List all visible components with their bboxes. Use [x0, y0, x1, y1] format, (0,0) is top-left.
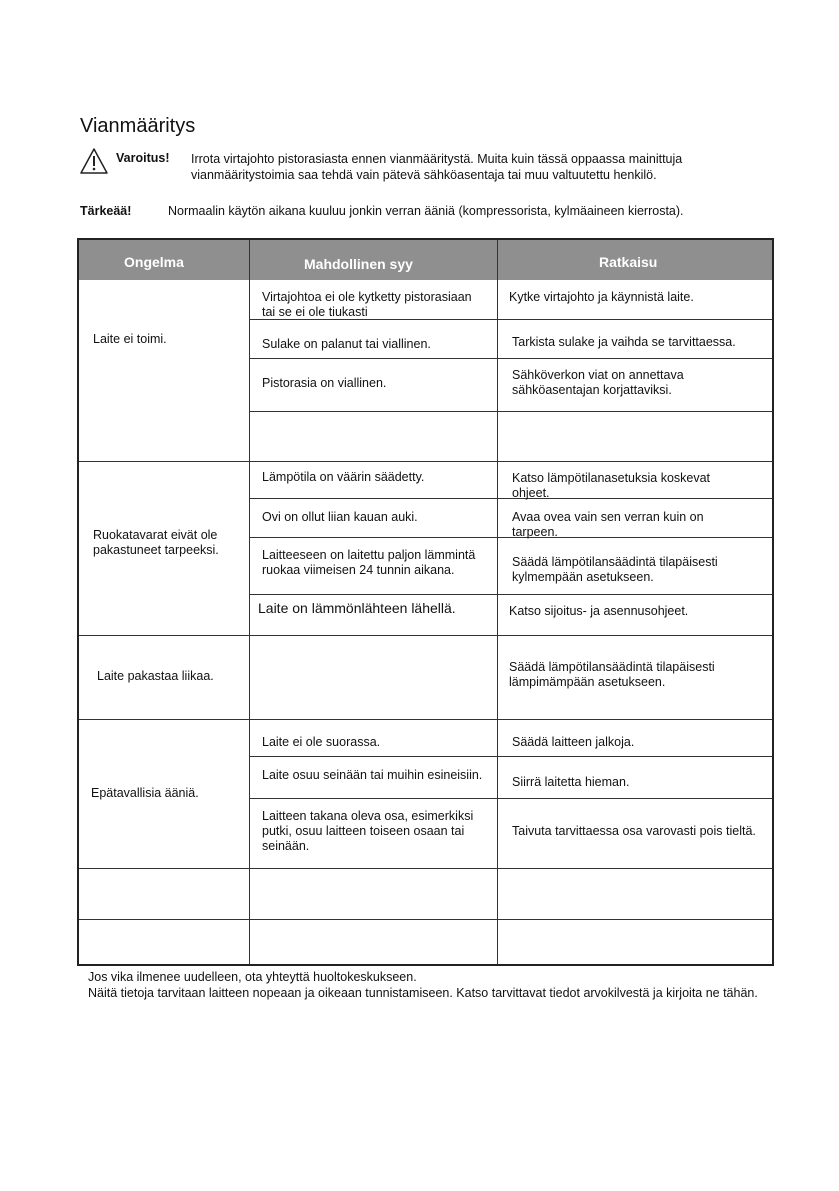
solution-cell: Katso lämpötilanasetuksia koskevat ohjeet. — [512, 471, 711, 500]
solution-cell: Säädä lämpötilansäädintä tilapäisesti kylmempään asetukseen. — [512, 555, 718, 584]
cause-cell: Ovi on ollut liian kauan auki. — [262, 510, 418, 524]
header-solution: Ratkaisu — [599, 254, 658, 270]
row-divider — [249, 358, 772, 359]
cause-cell: Laitteen takana oleva osa, esimerkiksi putki, osuu laitteen toiseen osaan tai seinään. — [262, 809, 474, 853]
important-label: Tärkeää! — [80, 204, 132, 218]
important-text: Normaalin käytön aikana kuuluu jonkin verran ääniä (kompressorista, kylmäaineen kierrosta). — [168, 204, 684, 218]
solution-cell: Sähköverkon viat on annettava sähköasentajan korjattaviksi. — [512, 368, 684, 397]
cause-cell: Laite osuu seinään tai muihin esineisiin. — [262, 768, 483, 782]
problem-cell: Laite pakastaa liikaa. — [97, 669, 214, 683]
row-divider — [79, 868, 772, 869]
solution-cell: Taivuta tarvittaessa osa varovasti pois tieltä. — [512, 824, 756, 838]
column-divider — [249, 240, 250, 964]
footer-line: Jos vika ilmenee uudelleen, ota yhteyttä huoltokeskukseen. — [88, 970, 417, 984]
row-divider — [79, 919, 772, 920]
solution-cell: Katso sijoitus- ja asennusohjeet. — [509, 604, 689, 618]
footer-note — [88, 969, 768, 1001]
column-divider — [497, 240, 498, 964]
warning-text: Irrota virtajohto pistorasiasta ennen vianmääritystä. Muita kuin tässä oppaassa mainittuja vianmääritystoimia saa tehdä vain pätevä sähköasentaja tai muu valtuutettu henkilö. — [191, 152, 683, 182]
problem-cell: Epätavallisia ääniä. — [91, 786, 199, 800]
solution-cell: Avaa ovea vain sen verran kuin on tarpeen. — [512, 510, 704, 539]
solution-cell: Säädä lämpötilansäädintä tilapäisesti lämpimämpään asetukseen. — [509, 660, 715, 689]
cause-cell: Laite on lämmönlähteen lähellä. — [258, 600, 456, 616]
cause-cell: Laite ei ole suorassa. — [262, 735, 381, 749]
row-divider — [79, 461, 772, 462]
problem-cell: Laite ei toimi. — [93, 332, 167, 346]
troubleshooting-table — [77, 238, 774, 966]
cause-cell: Laitteeseen on laitettu paljon lämmintä ruokaa viimeisen 24 tunnin aikana. — [262, 548, 476, 577]
cause-cell: Virtajohtoa ei ole kytketty pistorasiaan tai se ei ole tiukasti — [262, 290, 472, 319]
cause-cell: Lämpötila on väärin säädetty. — [262, 470, 425, 484]
warning-label: Varoitus! — [116, 151, 170, 165]
header-problem: Ongelma — [124, 254, 184, 270]
cause-cell: Sulake on palanut tai viallinen. — [262, 337, 431, 351]
solution-cell: Tarkista sulake ja vaihda se tarvittaessa. — [512, 335, 736, 349]
row-divider — [79, 719, 772, 720]
row-divider — [249, 594, 772, 595]
page-title: Vianmääritys — [80, 115, 196, 137]
problem-cell: Ruokatavarat eivät ole pakastuneet tarpeeksi. — [93, 528, 219, 557]
header-cause: Mahdollinen syy — [304, 256, 413, 272]
table-header — [79, 240, 772, 280]
footer-line: Näitä tietoja tarvitaan laitteen nopeaan ja oikeaan tunnistamiseen. Katso tarvittavat tiedot arvokilvestä ja kirjoita ne tähän. — [88, 986, 758, 1000]
row-divider — [249, 756, 772, 757]
solution-cell: Säädä laitteen jalkoja. — [512, 735, 635, 749]
warning-triangle-icon — [79, 147, 109, 175]
row-divider — [249, 411, 772, 412]
cause-cell: Pistorasia on viallinen. — [262, 376, 387, 390]
row-divider — [249, 798, 772, 799]
solution-cell: Kytke virtajohto ja käynnistä laite. — [509, 290, 694, 304]
solution-cell: Siirrä laitetta hieman. — [512, 775, 630, 789]
row-divider — [79, 635, 772, 636]
